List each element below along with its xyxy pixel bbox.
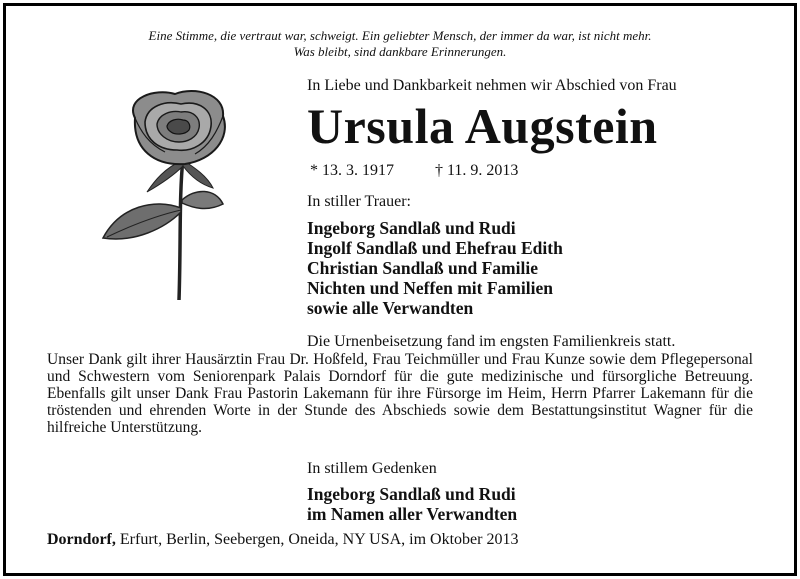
quote-line-2: Was bleibt, sind dankbare Erinnerungen. bbox=[293, 44, 507, 59]
mourner-line: Christian Sandlaß und Familie bbox=[307, 258, 538, 278]
thanks-paragraph: Unser Dank gilt ihrer Hausärztin Frau Dr. Hoßfeld, Frau Teichmüller und Frau Kunze sowie dem Pflegepersonal und Schwestern vom Seniorenpark Palais Dorndorf für die gute medizinische und fürsorgliche Betreuung. Ebenfalls gilt unser Dank Frau Pastorin Lakemann für ihre Fürsorge im Heim, Herrn Pfarrer Lakemann für die tröstenden und ehrenden Worte in der Stunde des Abschieds sowie dem Bestattungsinstitut Wagner für die hilfreiche Unterstützung. bbox=[47, 351, 753, 436]
intro-text: In Liebe und Dankbarkeit nehmen wir Abschied von Frau bbox=[307, 77, 677, 94]
mourner-line: Nichten und Neffen mit Familien bbox=[307, 278, 553, 298]
quote-line-1: Eine Stimme, die vertraut war, schweigt. Ein geliebter Mensch, der immer da war, ist nicht mehr. bbox=[148, 28, 652, 43]
mourner-line: Ingeborg Sandlaß und Rudi bbox=[307, 218, 516, 238]
mourner-line: Ingolf Sandlaß und Ehefrau Edith bbox=[307, 238, 563, 258]
birth-date: * 13. 3. 1917 bbox=[310, 162, 394, 179]
mourners-list bbox=[307, 218, 563, 318]
place-rest: Erfurt, Berlin, Seebergen, Oneida, NY USA, im Oktober 2013 bbox=[115, 531, 519, 548]
deceased-name: Ursula Augstein bbox=[307, 98, 658, 154]
signer-line: im Namen aller Verwandten bbox=[307, 504, 518, 524]
place-bold: Dorndorf, bbox=[47, 531, 116, 548]
remembrance-label: In stillem Gedenken bbox=[307, 460, 437, 477]
signer-line: Ingeborg Sandlaß und Rudi bbox=[307, 484, 516, 504]
rose-icon bbox=[95, 88, 270, 303]
mourner-line: sowie alle Verwandten bbox=[307, 298, 474, 318]
urn-burial-note: Die Urnenbeisetzung fand im engsten Familienkreis statt. bbox=[307, 333, 676, 350]
death-date: † 11. 9. 2013 bbox=[435, 162, 519, 179]
place-date-line bbox=[47, 531, 518, 549]
remembrance-signers bbox=[307, 484, 517, 524]
mourning-label: In stiller Trauer: bbox=[307, 193, 411, 210]
